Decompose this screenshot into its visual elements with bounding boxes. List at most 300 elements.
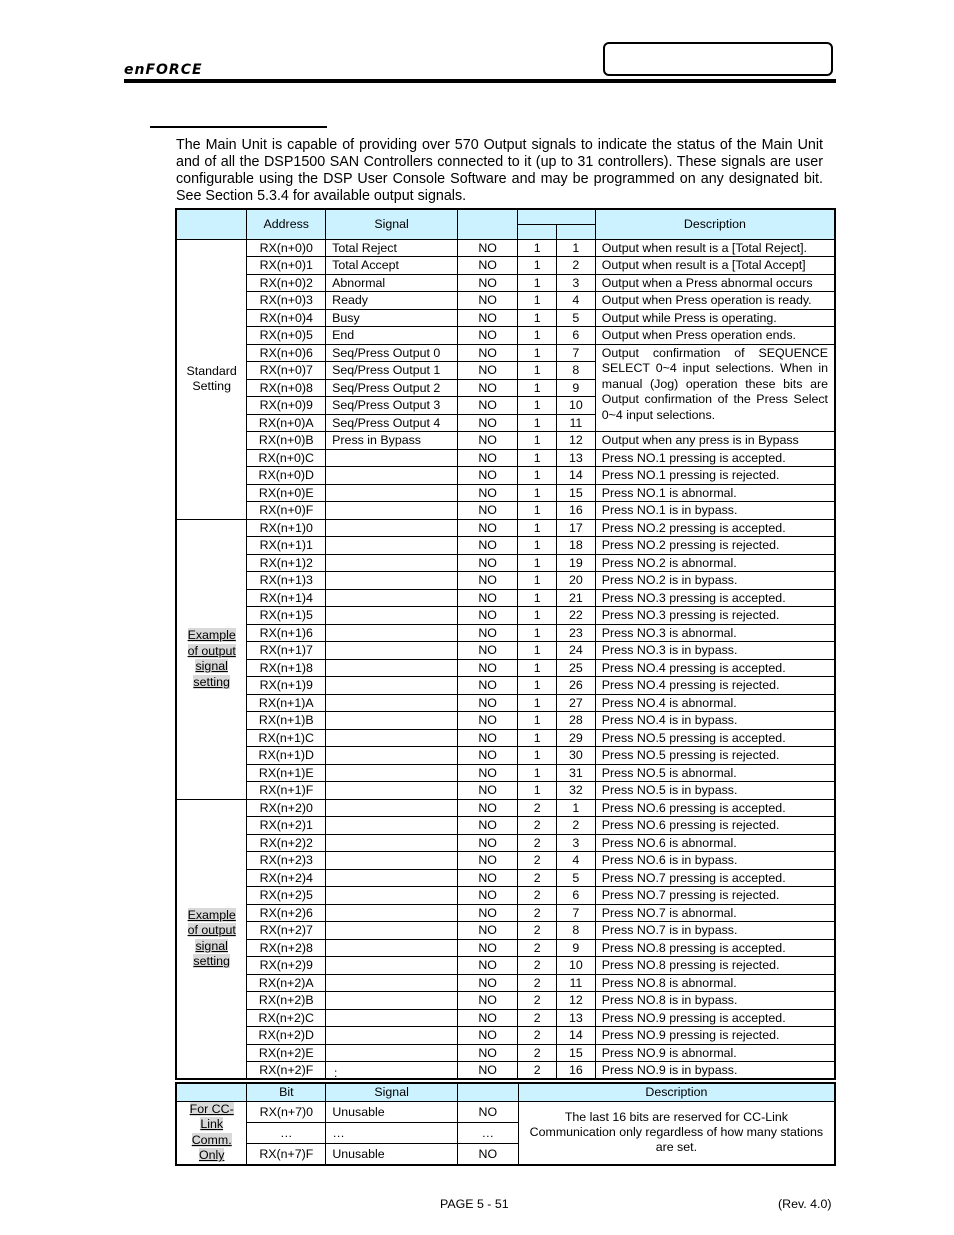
logic-cell: NO bbox=[457, 747, 517, 765]
point-cell: 7 bbox=[557, 904, 596, 922]
point-cell: 6 bbox=[557, 327, 596, 345]
address-cell: RX(n+0)8 bbox=[247, 379, 326, 397]
address-cell: RX(n+0)A bbox=[247, 414, 326, 432]
header-box bbox=[603, 42, 833, 76]
description-cell: Press NO.2 is in bypass. bbox=[595, 572, 835, 590]
signal-cell bbox=[326, 642, 458, 660]
address-cell: RX(n+0)E bbox=[247, 484, 326, 502]
station-cell: 1 bbox=[518, 397, 557, 415]
table-row bbox=[176, 939, 835, 957]
signal-cell bbox=[326, 799, 458, 817]
point-cell: 10 bbox=[557, 397, 596, 415]
logic-cell: NO bbox=[457, 659, 517, 677]
logic-cell: NO bbox=[457, 764, 517, 782]
cc-no: NO bbox=[457, 1101, 518, 1122]
signal-cell bbox=[326, 782, 458, 800]
description-cell: Output when result is a [Total Reject]. bbox=[595, 239, 835, 257]
table-row bbox=[176, 642, 835, 660]
signal-cell bbox=[326, 729, 458, 747]
signal-cell bbox=[326, 659, 458, 677]
cc-bit: … bbox=[247, 1122, 326, 1143]
description-cell: Output while Press is operating. bbox=[595, 309, 835, 327]
table-row bbox=[176, 449, 835, 467]
signal-cell bbox=[326, 712, 458, 730]
table-row bbox=[176, 1009, 835, 1027]
intro-paragraph: The Main Unit is capable of providing over 570 Output signals to indicate the status of the Main Unit and of all the DSP1500 SAN Controllers connected to it (up to 31 controllers). These signals are user configurable using the DSP User Console Software and may be programmed on any designated bit. See Section 5.3.4 for available output signals. bbox=[176, 137, 823, 204]
table-row bbox=[176, 817, 835, 835]
description-cell: Press NO.9 pressing is accepted. bbox=[595, 1009, 835, 1027]
address-cell: RX(n+2)0 bbox=[247, 799, 326, 817]
table-row bbox=[176, 852, 835, 870]
address-cell: RX(n+0)7 bbox=[247, 362, 326, 380]
station-cell: 2 bbox=[518, 974, 557, 992]
station-cell: 2 bbox=[518, 922, 557, 940]
logic-cell: NO bbox=[457, 1062, 517, 1080]
point-cell: 30 bbox=[557, 747, 596, 765]
station-cell: 1 bbox=[518, 519, 557, 537]
signal-cell bbox=[326, 677, 458, 695]
description-cell: Press NO.1 pressing is accepted. bbox=[595, 449, 835, 467]
output-signal-rows bbox=[176, 239, 835, 1079]
description-cell: Press NO.3 pressing is rejected. bbox=[595, 607, 835, 625]
logic-cell: NO bbox=[457, 274, 517, 292]
logic-cell: NO bbox=[457, 834, 517, 852]
point-cell: 11 bbox=[557, 974, 596, 992]
station-cell: 2 bbox=[518, 1027, 557, 1045]
table-row bbox=[176, 904, 835, 922]
logic-cell: NO bbox=[457, 362, 517, 380]
signal-cell bbox=[326, 624, 458, 642]
cc-header-group bbox=[176, 1083, 247, 1101]
station-cell: 1 bbox=[518, 589, 557, 607]
point-cell: 17 bbox=[557, 519, 596, 537]
point-cell: 9 bbox=[557, 379, 596, 397]
description-cell: Press NO.9 is abnormal. bbox=[595, 1044, 835, 1062]
logic-cell: NO bbox=[457, 887, 517, 905]
description-cell: Press NO.3 pressing is accepted. bbox=[595, 589, 835, 607]
logic-cell: NO bbox=[457, 519, 517, 537]
point-cell: 2 bbox=[557, 257, 596, 275]
signal-cell bbox=[326, 922, 458, 940]
description-cell: Output when Press operation is ready. bbox=[595, 292, 835, 310]
station-cell: 1 bbox=[518, 677, 557, 695]
table-row bbox=[176, 782, 835, 800]
header-address: Address bbox=[247, 209, 326, 239]
point-cell: 1 bbox=[557, 799, 596, 817]
header-description: Description bbox=[595, 209, 835, 239]
description-cell: Press NO.6 is abnormal. bbox=[595, 834, 835, 852]
point-cell: 16 bbox=[557, 502, 596, 520]
point-cell: 4 bbox=[557, 852, 596, 870]
logic-cell: NO bbox=[457, 292, 517, 310]
address-cell: RX(n+2)1 bbox=[247, 817, 326, 835]
point-cell: 6 bbox=[557, 887, 596, 905]
signal-cell: End bbox=[326, 327, 458, 345]
point-cell: 3 bbox=[557, 274, 596, 292]
table-row bbox=[176, 344, 835, 362]
logic-cell: NO bbox=[457, 397, 517, 415]
signal-cell bbox=[326, 554, 458, 572]
header-blank bbox=[457, 209, 517, 239]
address-cell: RX(n+2)6 bbox=[247, 904, 326, 922]
logic-cell: NO bbox=[457, 869, 517, 887]
address-cell: RX(n+0)1 bbox=[247, 257, 326, 275]
signal-cell bbox=[326, 449, 458, 467]
station-cell: 1 bbox=[518, 239, 557, 257]
table-row bbox=[176, 747, 835, 765]
point-cell: 15 bbox=[557, 484, 596, 502]
point-cell: 21 bbox=[557, 589, 596, 607]
station-cell: 1 bbox=[518, 659, 557, 677]
signal-cell: Total Accept bbox=[326, 257, 458, 275]
table-row bbox=[176, 712, 835, 730]
point-cell: 28 bbox=[557, 712, 596, 730]
station-cell: 1 bbox=[518, 624, 557, 642]
point-cell: 5 bbox=[557, 309, 596, 327]
station-cell: 1 bbox=[518, 432, 557, 450]
table-row bbox=[176, 799, 835, 817]
logic-cell: NO bbox=[457, 344, 517, 362]
cc-signal: Unusable bbox=[326, 1143, 458, 1164]
table-row bbox=[176, 1062, 835, 1080]
station-cell: 2 bbox=[518, 957, 557, 975]
table-row bbox=[176, 502, 835, 520]
description-cell: Press NO.8 pressing is rejected. bbox=[595, 957, 835, 975]
station-cell: 1 bbox=[518, 607, 557, 625]
station-cell: 1 bbox=[518, 309, 557, 327]
address-cell: RX(n+0)5 bbox=[247, 327, 326, 345]
address-cell: RX(n+0)3 bbox=[247, 292, 326, 310]
signal-cell bbox=[326, 572, 458, 590]
point-cell: 2 bbox=[557, 817, 596, 835]
point-cell: 27 bbox=[557, 694, 596, 712]
address-cell: RX(n+1)0 bbox=[247, 519, 326, 537]
point-cell: 31 bbox=[557, 764, 596, 782]
logic-cell: NO bbox=[457, 554, 517, 572]
table-row bbox=[176, 974, 835, 992]
address-cell: RX(n+2)4 bbox=[247, 869, 326, 887]
logic-cell: NO bbox=[457, 974, 517, 992]
logic-cell: NO bbox=[457, 712, 517, 730]
header-point bbox=[557, 224, 596, 239]
address-cell: RX(n+0)0 bbox=[247, 239, 326, 257]
point-cell: 20 bbox=[557, 572, 596, 590]
station-cell: 2 bbox=[518, 834, 557, 852]
station-cell: 1 bbox=[518, 344, 557, 362]
logic-cell: NO bbox=[457, 1044, 517, 1062]
logic-cell: NO bbox=[457, 379, 517, 397]
station-cell: 1 bbox=[518, 729, 557, 747]
signal-cell: Ready bbox=[326, 292, 458, 310]
header-group-cell bbox=[176, 209, 247, 239]
logic-cell: NO bbox=[457, 799, 517, 817]
description-cell: Press NO.4 pressing is rejected. bbox=[595, 677, 835, 695]
address-cell: RX(n+1)5 bbox=[247, 607, 326, 625]
address-cell: RX(n+2)5 bbox=[247, 887, 326, 905]
table-row bbox=[176, 922, 835, 940]
station-cell: 1 bbox=[518, 292, 557, 310]
address-cell: RX(n+1)3 bbox=[247, 572, 326, 590]
station-cell: 2 bbox=[518, 799, 557, 817]
cc-signal: Unusable bbox=[326, 1101, 458, 1122]
output-signal-table bbox=[175, 208, 836, 1080]
address-cell: RX(n+2)3 bbox=[247, 852, 326, 870]
signal-cell bbox=[326, 589, 458, 607]
signal-cell bbox=[326, 834, 458, 852]
signal-cell bbox=[326, 519, 458, 537]
description-cell: Output when result is a [Total Accept] bbox=[595, 257, 835, 275]
header-rule bbox=[124, 79, 836, 83]
logic-cell: NO bbox=[457, 432, 517, 450]
description-cell: Press NO.3 is in bypass. bbox=[595, 642, 835, 660]
point-cell: 9 bbox=[557, 939, 596, 957]
address-cell: RX(n+2)F bbox=[247, 1062, 326, 1080]
station-cell: 2 bbox=[518, 852, 557, 870]
description-cell: Press NO.4 pressing is accepted. bbox=[595, 659, 835, 677]
description-cell: Press NO.4 is in bypass. bbox=[595, 712, 835, 730]
logic-cell: NO bbox=[457, 922, 517, 940]
table-row bbox=[176, 764, 835, 782]
point-cell: 19 bbox=[557, 554, 596, 572]
station-cell: 2 bbox=[518, 1062, 557, 1080]
logic-cell: NO bbox=[457, 677, 517, 695]
point-cell: 15 bbox=[557, 1044, 596, 1062]
address-cell: RX(n+2)B bbox=[247, 992, 326, 1010]
station-cell: 1 bbox=[518, 764, 557, 782]
station-cell: 2 bbox=[518, 992, 557, 1010]
point-cell: 10 bbox=[557, 957, 596, 975]
signal-cell bbox=[326, 887, 458, 905]
address-cell: RX(n+1)C bbox=[247, 729, 326, 747]
group-label: Standard Setting bbox=[176, 239, 247, 519]
description-cell: Press NO.1 is abnormal. bbox=[595, 484, 835, 502]
signal-cell bbox=[326, 484, 458, 502]
table-row bbox=[176, 834, 835, 852]
table-row bbox=[176, 292, 835, 310]
group-label: Example of output signal setting bbox=[176, 519, 247, 799]
address-cell: RX(n+2)9 bbox=[247, 957, 326, 975]
address-cell: RX(n+0)B bbox=[247, 432, 326, 450]
section-title-underline bbox=[150, 126, 327, 128]
description-cell: Press NO.5 is abnormal. bbox=[595, 764, 835, 782]
station-cell: 1 bbox=[518, 694, 557, 712]
description-cell: Press NO.7 is abnormal. bbox=[595, 904, 835, 922]
signal-cell bbox=[326, 747, 458, 765]
note-colon: : bbox=[334, 1066, 338, 1080]
logic-cell: NO bbox=[457, 904, 517, 922]
logic-cell: NO bbox=[457, 1027, 517, 1045]
table-row bbox=[176, 729, 835, 747]
station-cell: 1 bbox=[518, 747, 557, 765]
logic-cell: NO bbox=[457, 624, 517, 642]
description-cell: Press NO.9 pressing is rejected. bbox=[595, 1027, 835, 1045]
description-cell: Press NO.6 pressing is rejected. bbox=[595, 817, 835, 835]
header-station-point bbox=[518, 209, 595, 224]
point-cell: 7 bbox=[557, 344, 596, 362]
logic-cell: NO bbox=[457, 939, 517, 957]
address-cell: RX(n+2)C bbox=[247, 1009, 326, 1027]
description-cell: Press NO.2 pressing is accepted. bbox=[595, 519, 835, 537]
address-cell: RX(n+1)E bbox=[247, 764, 326, 782]
table-row bbox=[176, 624, 835, 642]
signal-cell: Seq/Press Output 3 bbox=[326, 397, 458, 415]
cc-header-bit: Bit bbox=[247, 1083, 326, 1101]
signal-cell bbox=[326, 764, 458, 782]
station-cell: 1 bbox=[518, 537, 557, 555]
description-cell: Press NO.5 is in bypass. bbox=[595, 782, 835, 800]
address-cell: RX(n+0)4 bbox=[247, 309, 326, 327]
enforce-logo: enFORCE bbox=[124, 62, 203, 78]
description-cell: Press NO.4 is abnormal. bbox=[595, 694, 835, 712]
point-cell: 14 bbox=[557, 467, 596, 485]
address-cell: RX(n+2)7 bbox=[247, 922, 326, 940]
table-row bbox=[176, 537, 835, 555]
point-cell: 12 bbox=[557, 992, 596, 1010]
logic-cell: NO bbox=[457, 414, 517, 432]
table-row bbox=[176, 659, 835, 677]
station-cell: 2 bbox=[518, 1044, 557, 1062]
table-row bbox=[176, 274, 835, 292]
table-row bbox=[176, 607, 835, 625]
address-cell: RX(n+0)D bbox=[247, 467, 326, 485]
signal-cell bbox=[326, 939, 458, 957]
cc-header-blank bbox=[457, 1083, 518, 1101]
point-cell: 5 bbox=[557, 869, 596, 887]
table-row bbox=[176, 677, 835, 695]
signal-cell bbox=[326, 1009, 458, 1027]
station-cell: 1 bbox=[518, 327, 557, 345]
address-cell: RX(n+2)2 bbox=[247, 834, 326, 852]
address-cell: RX(n+1)8 bbox=[247, 659, 326, 677]
point-cell: 12 bbox=[557, 432, 596, 450]
point-cell: 11 bbox=[557, 414, 596, 432]
description-cell: Press NO.7 pressing is rejected. bbox=[595, 887, 835, 905]
table-row bbox=[176, 309, 835, 327]
address-cell: RX(n+0)C bbox=[247, 449, 326, 467]
table-row bbox=[176, 519, 835, 537]
logic-cell: NO bbox=[457, 817, 517, 835]
revision: (Rev. 4.0) bbox=[778, 1197, 832, 1211]
cc-bit: RX(n+7)0 bbox=[247, 1101, 326, 1122]
logic-cell: NO bbox=[457, 957, 517, 975]
signal-cell bbox=[326, 974, 458, 992]
logic-cell: NO bbox=[457, 484, 517, 502]
logic-cell: NO bbox=[457, 572, 517, 590]
group-label: Example of output signal setting bbox=[176, 799, 247, 1079]
table-row bbox=[176, 992, 835, 1010]
table-row bbox=[176, 694, 835, 712]
point-cell: 1 bbox=[557, 239, 596, 257]
cc-no: … bbox=[457, 1122, 518, 1143]
signal-cell bbox=[326, 817, 458, 835]
address-cell: RX(n+1)7 bbox=[247, 642, 326, 660]
address-cell: RX(n+1)2 bbox=[247, 554, 326, 572]
point-cell: 25 bbox=[557, 659, 596, 677]
table-row bbox=[176, 257, 835, 275]
signal-cell bbox=[326, 1044, 458, 1062]
table-row bbox=[176, 589, 835, 607]
station-cell: 1 bbox=[518, 274, 557, 292]
logic-cell: NO bbox=[457, 257, 517, 275]
point-cell: 3 bbox=[557, 834, 596, 852]
cc-link-reserved-table bbox=[175, 1082, 836, 1166]
point-cell: 32 bbox=[557, 782, 596, 800]
station-cell: 2 bbox=[518, 817, 557, 835]
logic-cell: NO bbox=[457, 852, 517, 870]
address-cell: RX(n+1)4 bbox=[247, 589, 326, 607]
address-cell: RX(n+0)9 bbox=[247, 397, 326, 415]
station-cell: 1 bbox=[518, 379, 557, 397]
table-row bbox=[176, 467, 835, 485]
table-row bbox=[176, 239, 835, 257]
table-row bbox=[176, 1044, 835, 1062]
description-cell: Press NO.6 pressing is accepted. bbox=[595, 799, 835, 817]
header-station bbox=[518, 224, 557, 239]
description-cell: Output when a Press abnormal occurs bbox=[595, 274, 835, 292]
signal-cell bbox=[326, 537, 458, 555]
description-cell: Output when Press operation ends. bbox=[595, 327, 835, 345]
description-cell: Press NO.9 is in bypass. bbox=[595, 1062, 835, 1080]
address-cell: RX(n+0)2 bbox=[247, 274, 326, 292]
address-cell: RX(n+1)B bbox=[247, 712, 326, 730]
station-cell: 2 bbox=[518, 939, 557, 957]
address-cell: RX(n+1)1 bbox=[247, 537, 326, 555]
signal-cell bbox=[326, 904, 458, 922]
address-cell: RX(n+1)6 bbox=[247, 624, 326, 642]
signal-cell: Press in Bypass bbox=[326, 432, 458, 450]
signal-cell: Seq/Press Output 2 bbox=[326, 379, 458, 397]
table-row bbox=[176, 869, 835, 887]
point-cell: 24 bbox=[557, 642, 596, 660]
description-cell: Press NO.7 pressing is accepted. bbox=[595, 869, 835, 887]
station-cell: 2 bbox=[518, 869, 557, 887]
station-cell: 1 bbox=[518, 467, 557, 485]
point-cell: 16 bbox=[557, 1062, 596, 1080]
cc-signal: … bbox=[326, 1122, 458, 1143]
signal-cell: Abnormal bbox=[326, 274, 458, 292]
station-cell: 1 bbox=[518, 484, 557, 502]
signal-cell bbox=[326, 1062, 458, 1080]
station-cell: 1 bbox=[518, 554, 557, 572]
description-cell: Press NO.8 pressing is accepted. bbox=[595, 939, 835, 957]
logic-cell: NO bbox=[457, 467, 517, 485]
signal-cell bbox=[326, 467, 458, 485]
description-cell: Press NO.3 is abnormal. bbox=[595, 624, 835, 642]
point-cell: 8 bbox=[557, 922, 596, 940]
header-signal: Signal bbox=[326, 209, 458, 239]
address-cell: RX(n+2)8 bbox=[247, 939, 326, 957]
address-cell: RX(n+2)A bbox=[247, 974, 326, 992]
logic-cell: NO bbox=[457, 992, 517, 1010]
description-cell: Output when any press is in Bypass bbox=[595, 432, 835, 450]
description-cell: Press NO.5 pressing is accepted. bbox=[595, 729, 835, 747]
station-cell: 1 bbox=[518, 642, 557, 660]
point-cell: 23 bbox=[557, 624, 596, 642]
station-cell: 1 bbox=[518, 572, 557, 590]
description-cell: Press NO.1 pressing is rejected. bbox=[595, 467, 835, 485]
table-row bbox=[176, 327, 835, 345]
signal-cell bbox=[326, 957, 458, 975]
point-cell: 14 bbox=[557, 1027, 596, 1045]
point-cell: 22 bbox=[557, 607, 596, 625]
station-cell: 1 bbox=[518, 502, 557, 520]
signal-cell bbox=[326, 852, 458, 870]
station-cell: 1 bbox=[518, 414, 557, 432]
description-cell-seq: Output confirmation of SEQUENCE SELECT 0~4 input selections. When in manual (Jog) operation these bits are Output confirmation of the Press Select 0~4 input selections. bbox=[595, 344, 835, 432]
point-cell: 4 bbox=[557, 292, 596, 310]
logic-cell: NO bbox=[457, 782, 517, 800]
signal-cell bbox=[326, 694, 458, 712]
